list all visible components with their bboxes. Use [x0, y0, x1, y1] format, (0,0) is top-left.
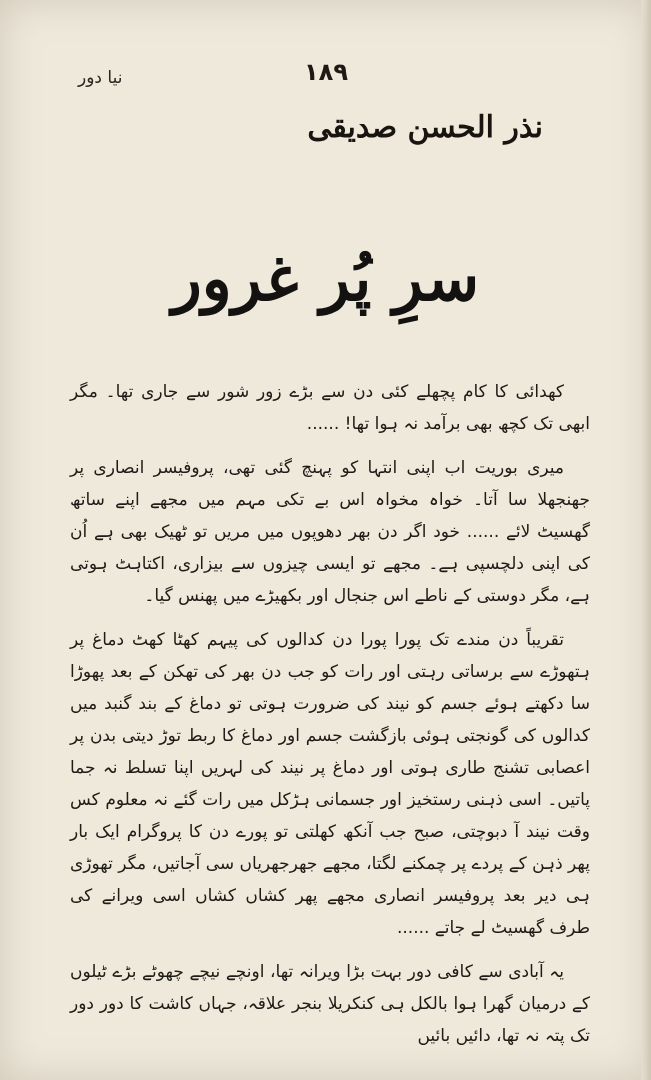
- paragraph-3: تقریباً دن مندے تک پورا پورا دن کدالوں کی پیہم کھٹا کھٹ دماغ پر ہتھوڑے سے برساتی رہتی اور رات کو جب دن بھر کی تھکن کے بعد پھوڑا سا دکھتے ہوئے جسم کو نیند کی ضرورت ہوتی تو دماغ کے بند گنبد میں کدالوں کی گونجتی ہوئی بازگشت جسم اور دماغ کا ربط توڑ دیتی بدن پر اعصابی تشنج طاری ہوتی اور دماغ پر نیند کی لہریں اپنا تسلط نہ جما پاتیں۔ اسی ذہنی رستخیز اور جسمانی ہڑکل میں رات گئے نہ معلوم کس وقت نیند آ دبوچتی، صبح جب آنکھ کھلتی تو پورے دن کا پروگرام ایک بار پھر ذہن کے پردے پر چمکنے لگتا، مجھے جھرجھریاں سی آجاتیں، مگر تھوڑی ہی دیر بعد پروفیسر انصاری مجھے پھر کشاں کشاں اسی ویرانے کی طرف گھسیٹ لے جاتے ......: [70, 630, 590, 938]
- running-head: نیا دور: [78, 68, 123, 88]
- paragraph-1: کھدائی کا کام پچھلے کئی دن سے بڑے زور شور سے جاری تھا۔ مگر ابھی تک کچھ بھی برآمد نہ ہوا تھا! ......: [70, 382, 590, 434]
- page-number: ۱۸۹: [304, 58, 348, 86]
- story-title: سرِ پُر غرور: [171, 242, 480, 315]
- story-body: [70, 376, 590, 1064]
- paragraph-4: یہ آبادی سے کافی دور بہت بڑا ویرانہ تھا، اونچے نیچے چھوٹے بڑے ٹیلوں کے درمیان گھرا ہوا بالکل ہی کنکریلا بنجر علاقہ، جہاں کاشت کا دور دور تک پتہ نہ تھا، دائیں بائیں: [70, 962, 590, 1046]
- author-name: نذر الحسن صدیقی: [307, 110, 543, 145]
- paragraph-2: میری بوریت اب اپنی انتہا کو پہنچ گئی تھی، پروفیسر انصاری پر جھنجھلا سا آتا۔ خواہ مخواہ اس بے تکی مہم میں مجھے اپنے ساتھ گھسیٹ لائے ...... خود اگر دن بھر دھوپوں میں مریں تو ٹھیک بھی ہے اُن کی اپنی دلچسپی ہے۔ مجھے تو ایسی چیزوں سے بیزاری، اکتاہٹ ہوتی ہے، مگر دوستی کے ناطے اس جنجال اور بکھیڑے میں پھنس گیا۔: [70, 458, 590, 606]
- page-edge: [641, 0, 651, 1080]
